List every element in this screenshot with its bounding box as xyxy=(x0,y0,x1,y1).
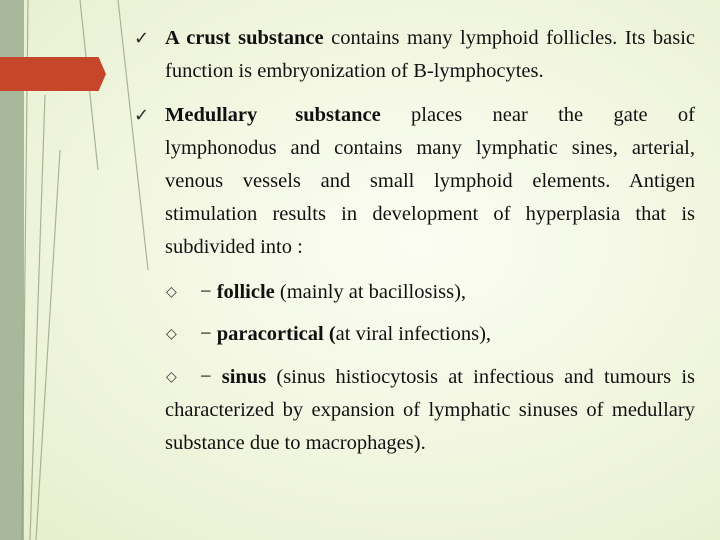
diamond-bullet-icon: ◇ xyxy=(166,369,177,385)
bullet-2-bold-1: Medullary xyxy=(165,104,258,126)
red-title-tab xyxy=(0,57,106,91)
subitem-3-bold: sinus xyxy=(221,366,267,388)
bullet-1-rest: contains many lymphoid follicles. Its basic function is embryonization of B-lymphocytes. xyxy=(165,27,695,82)
diamond-bullet-icon: ◇ xyxy=(166,284,177,300)
diamond-bullet-icon: ◇ xyxy=(166,326,177,342)
subitem-1-dash: − xyxy=(200,281,217,303)
bullet-2-rest: lymphonodus and contains many lymphatic sines, arterial, venous vessels and small lymphoid elements. Antigen stimulation results in development of hyperplasia that is subdivided into : xyxy=(165,137,695,258)
subitem-1-rest: (mainly at bacillosiss), xyxy=(274,281,467,303)
bullet-1-bold: A crust substance xyxy=(165,27,324,49)
bullet-1-text xyxy=(165,22,695,88)
bullet-2-text xyxy=(165,99,695,264)
subitem-1-bold: follicle xyxy=(216,281,275,303)
check-mark-icon: ✓ xyxy=(134,28,150,49)
bullet-2-line1-rest: places near the gate of xyxy=(380,104,695,126)
bullet-2-bold-2: substance xyxy=(295,104,381,126)
subitem-2-text xyxy=(200,318,695,351)
subitem-2-bold: paracortical ( xyxy=(216,323,336,345)
subitem-3-text xyxy=(165,361,695,460)
subitem-2-dash: − xyxy=(200,323,217,345)
subitem-1-text xyxy=(200,276,695,309)
subitem-2-rest: at viral infections), xyxy=(335,323,492,345)
subitem-3-dash: − xyxy=(200,366,222,388)
subitem-3-rest: (sinus histiocytosis at infectious and tumours is characterized by expansion of lymphatic sinuses of medullary substance due to macrophages). xyxy=(165,366,695,454)
check-mark-icon: ✓ xyxy=(134,105,150,126)
